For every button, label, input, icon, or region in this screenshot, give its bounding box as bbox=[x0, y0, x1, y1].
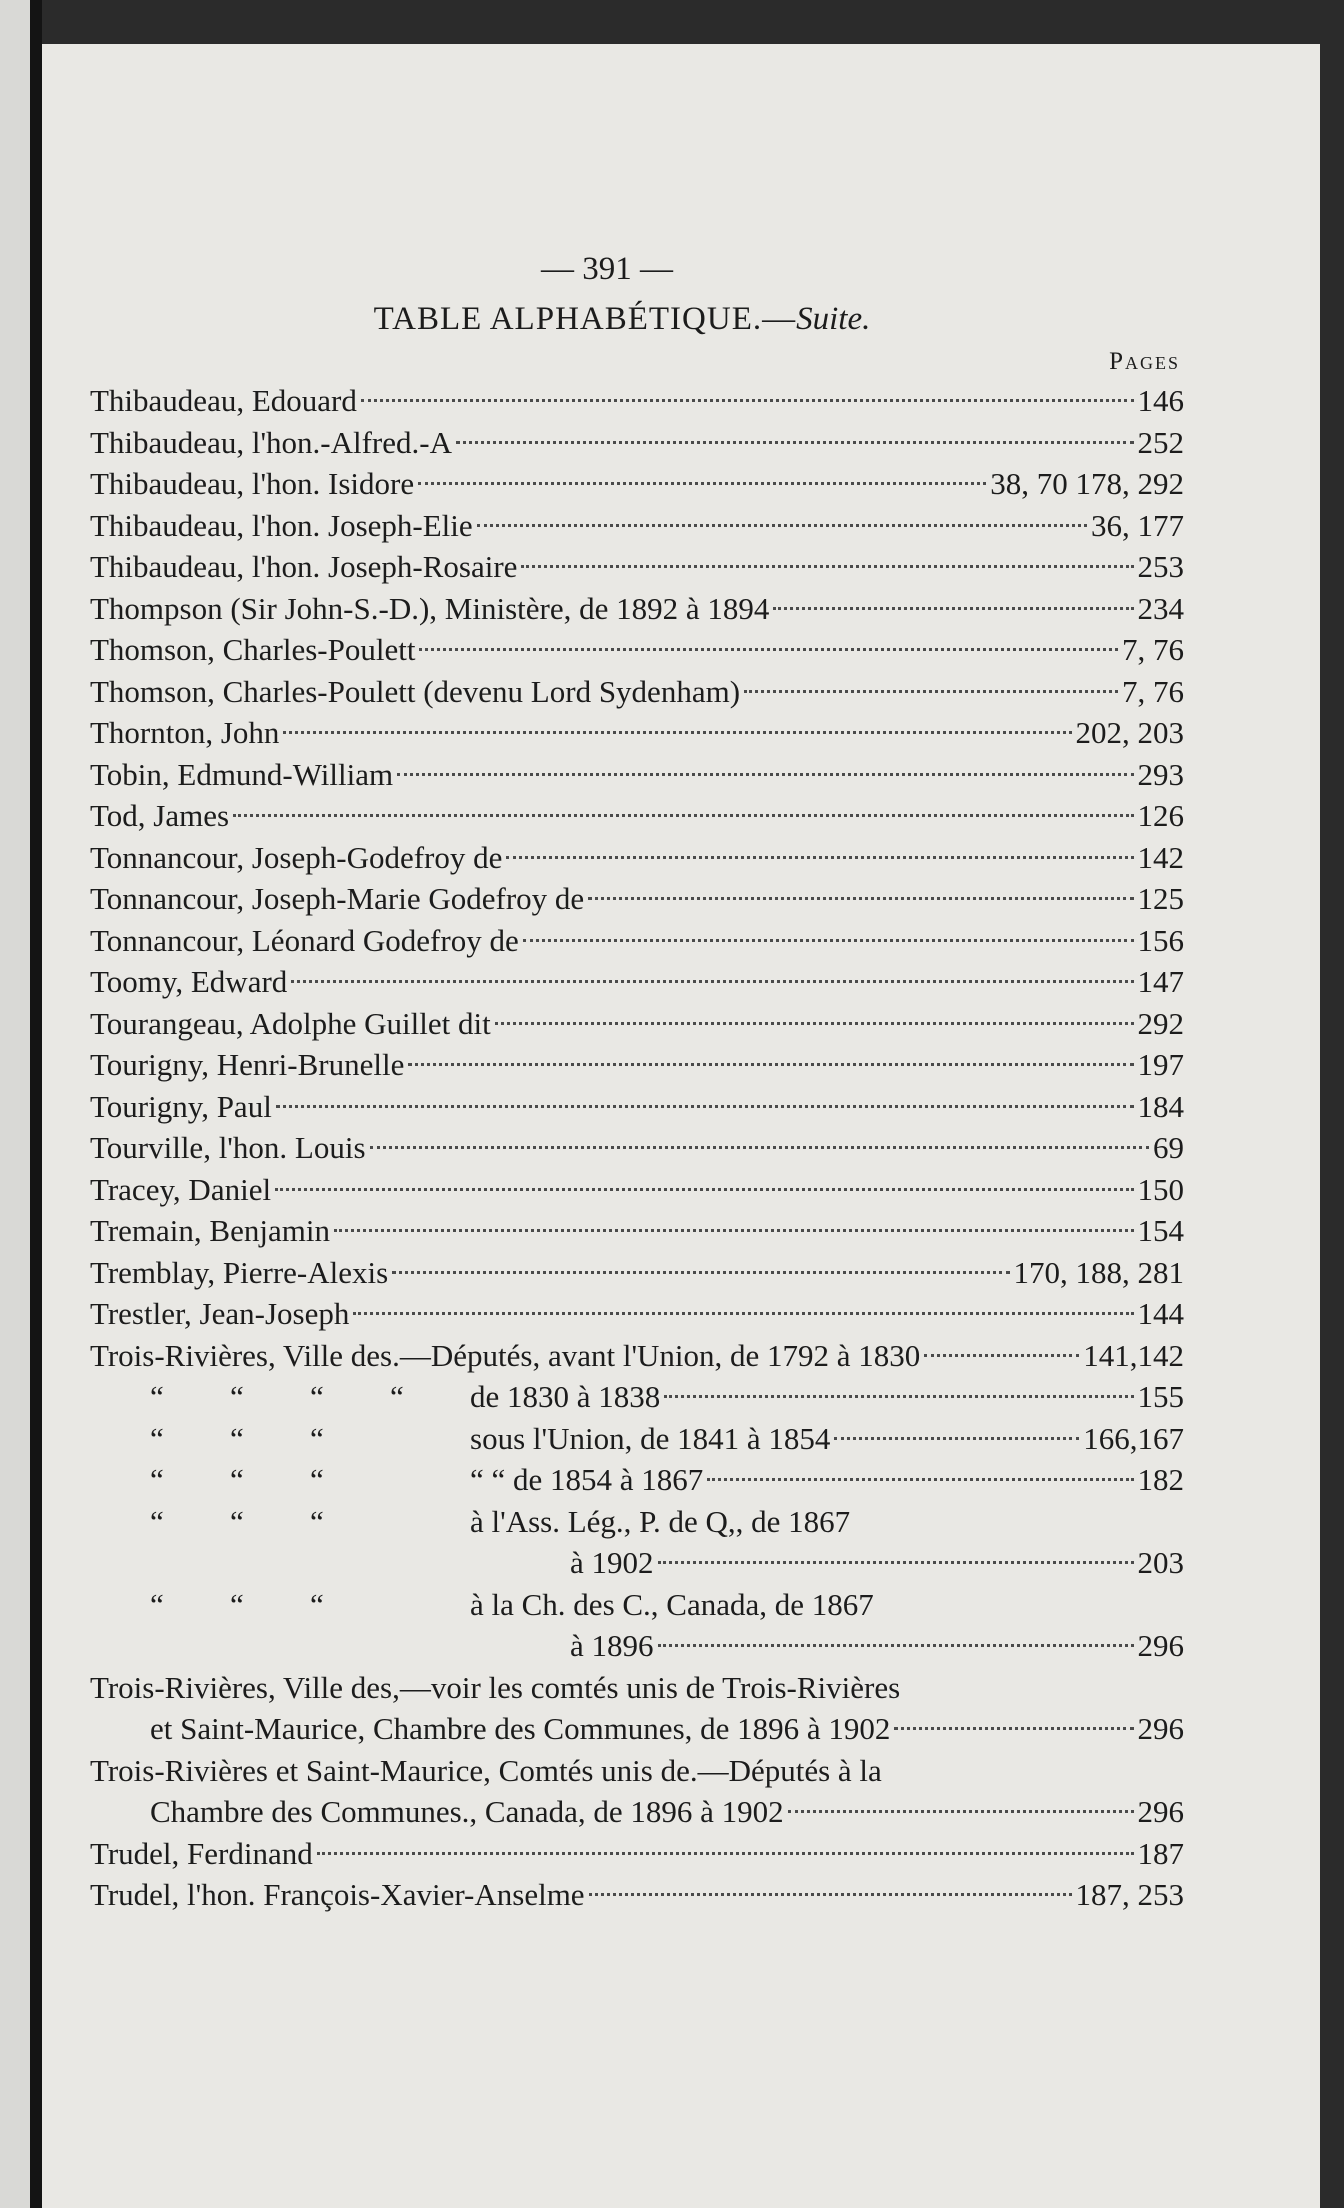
entry-pages: 7, 76 bbox=[1122, 632, 1184, 667]
entry-pages: 203 bbox=[1137, 1545, 1184, 1580]
dot-leader bbox=[334, 1229, 1134, 1232]
dot-leader bbox=[283, 731, 1071, 734]
dot-leader bbox=[456, 441, 1134, 444]
entry-name: Tobin, Edmund-William bbox=[90, 756, 394, 792]
index-entry bbox=[90, 546, 1184, 588]
entry-name: Thornton, John bbox=[90, 715, 280, 750]
ditto-marks: “ “ “ bbox=[150, 1586, 324, 1622]
index-entry bbox=[90, 878, 1184, 920]
entry-name: Tracey, Daniel bbox=[90, 1171, 272, 1207]
dot-leader bbox=[589, 1893, 1072, 1896]
entry-name: Trudel, l'hon. François-Xavier-Anselme bbox=[90, 1877, 585, 1912]
dot-leader bbox=[291, 980, 1133, 983]
entry-name: Thibaudeau, l'hon.-Alfred.-A bbox=[90, 424, 452, 460]
scan-left-edge bbox=[0, 0, 30, 2208]
page-number: — 391 — bbox=[541, 251, 673, 287]
index-entry bbox=[90, 588, 1184, 630]
ditto-marks: “ “ “ bbox=[150, 1503, 324, 1539]
dot-leader bbox=[894, 1727, 1133, 1730]
entry-name: Tourigny, Paul bbox=[90, 1088, 272, 1124]
entry-name: Tourville, l'hon. Louis bbox=[90, 1130, 366, 1165]
entry-pages: 141,142 bbox=[1083, 1337, 1184, 1373]
index-entry bbox=[90, 380, 1184, 422]
cross-reference-entries bbox=[90, 1667, 1184, 1833]
entry-pages: 38, 70 178, 292 bbox=[990, 466, 1184, 501]
index-entries bbox=[90, 380, 1184, 1376]
index-entry bbox=[90, 1874, 1184, 1916]
index-entry bbox=[90, 795, 1184, 837]
index-entry-continuation bbox=[90, 1625, 1184, 1667]
dot-leader bbox=[834, 1437, 1079, 1440]
index-entry bbox=[90, 1376, 1184, 1418]
dot-leader bbox=[773, 607, 1133, 610]
entry-name: Toomy, Edward bbox=[90, 964, 288, 999]
entry-pages: 142 bbox=[1137, 839, 1184, 875]
index-entry bbox=[90, 1293, 1184, 1335]
ditto-marks: “ “ “ bbox=[150, 1462, 324, 1497]
dot-leader bbox=[233, 814, 1133, 817]
index-entry bbox=[90, 1459, 1184, 1501]
page-content bbox=[90, 244, 1184, 1916]
entry-name: Tonnancour, Joseph-Godefroy de bbox=[90, 839, 503, 875]
dot-leader bbox=[276, 1105, 1134, 1108]
entry-line: Trois-Rivières, Ville des,—voir les comtés unis de Trois-Rivières bbox=[90, 1669, 901, 1705]
entry-pages: 187, 253 bbox=[1075, 1877, 1184, 1912]
index-entry bbox=[90, 1791, 1184, 1833]
index-entry bbox=[90, 1501, 1184, 1543]
index-entry bbox=[90, 961, 1184, 1003]
entry-name: Trudel, Ferdinand bbox=[90, 1835, 313, 1871]
dot-leader bbox=[477, 524, 1087, 527]
entry-name: Tourangeau, Adolphe Guillet dit bbox=[90, 1005, 491, 1041]
dot-leader bbox=[924, 1354, 1079, 1357]
index-entry bbox=[90, 1210, 1184, 1252]
entry-pages: 155 bbox=[1137, 1379, 1184, 1414]
entry-line: Trois-Rivières et Saint-Maurice, Comtés unis de.—Députés à la bbox=[90, 1752, 882, 1788]
ditto-marks: “ “ “ bbox=[150, 1420, 324, 1456]
entry-pages: 252 bbox=[1137, 424, 1184, 460]
entry-name: “ “ “ “ de 1830 à 1838 bbox=[90, 1376, 660, 1418]
entry-pages: 234 bbox=[1137, 590, 1184, 626]
index-entry bbox=[90, 1003, 1184, 1045]
dot-leader bbox=[392, 1271, 1009, 1274]
entry-name: à 1902 bbox=[570, 1545, 654, 1580]
dot-leader bbox=[353, 1312, 1133, 1315]
entry-pages: 184 bbox=[1137, 1088, 1184, 1124]
index-entry bbox=[90, 1418, 1184, 1460]
entry-name: Trestler, Jean-Joseph bbox=[90, 1296, 350, 1331]
index-entry bbox=[90, 1252, 1184, 1294]
entry-name: Thibaudeau, l'hon. Isidore bbox=[90, 466, 415, 501]
entry-pages: 150 bbox=[1137, 1171, 1184, 1207]
entry-pages: 170, 188, 281 bbox=[1013, 1254, 1184, 1290]
index-entry bbox=[90, 422, 1184, 464]
entry-pages: 125 bbox=[1137, 881, 1184, 916]
entry-pages: 253 bbox=[1137, 549, 1184, 584]
entry-name: Tonnancour, Joseph-Marie Godefroy de bbox=[90, 881, 585, 916]
entry-name: Tourigny, Henri-Brunelle bbox=[90, 1047, 405, 1082]
entry-pages: 154 bbox=[1137, 1213, 1184, 1248]
dot-leader bbox=[397, 773, 1133, 776]
dot-leader bbox=[744, 690, 1118, 693]
entry-pages: 182 bbox=[1137, 1462, 1184, 1497]
entry-pages: 147 bbox=[1137, 964, 1184, 999]
dot-leader bbox=[506, 856, 1133, 859]
entry-name: Tremain, Benjamin bbox=[90, 1213, 330, 1248]
entry-name: Thomson, Charles-Poulett bbox=[90, 632, 416, 667]
entry-pages: 296 bbox=[1137, 1711, 1184, 1746]
entry-pages: 156 bbox=[1137, 922, 1184, 958]
entry-name: Thibaudeau, l'hon. Joseph-Rosaire bbox=[90, 549, 518, 584]
dot-leader bbox=[361, 399, 1134, 402]
index-entry bbox=[90, 712, 1184, 754]
entry-name: Thompson (Sir John-S.-D.), Ministère, de 1892 à 1894 bbox=[90, 590, 770, 626]
index-entry bbox=[90, 1335, 1184, 1377]
entry-pages: 202, 203 bbox=[1075, 715, 1184, 750]
dot-leader bbox=[664, 1395, 1133, 1398]
entry-pages: 69 bbox=[1153, 1130, 1184, 1165]
entry-pages: 144 bbox=[1137, 1296, 1184, 1331]
entry-name: à 1896 bbox=[570, 1628, 654, 1663]
dot-leader bbox=[658, 1561, 1134, 1564]
trudel-entries bbox=[90, 1833, 1184, 1916]
index-entry bbox=[90, 1127, 1184, 1169]
entry-name: “ “ “ “ “ de 1854 à 1867 bbox=[90, 1459, 703, 1501]
index-entry bbox=[90, 920, 1184, 962]
table-title bbox=[60, 294, 1184, 344]
index-entry bbox=[90, 671, 1184, 713]
entry-pages: 36, 177 bbox=[1091, 507, 1184, 543]
entry-pages: 187 bbox=[1137, 1835, 1184, 1871]
entry-pages: 292 bbox=[1137, 1005, 1184, 1041]
pages-column-header: Pages bbox=[1109, 348, 1180, 375]
index-entry bbox=[90, 837, 1184, 879]
dot-leader bbox=[408, 1063, 1133, 1066]
entry-pages: 126 bbox=[1137, 798, 1184, 833]
entry-name: Trois-Rivières, Ville des.—Députés, avant l'Union, de 1792 à 1830 bbox=[90, 1337, 921, 1373]
table-title-suite: Suite. bbox=[796, 301, 871, 337]
entry-pages: 7, 76 bbox=[1122, 673, 1184, 709]
ditto-entries bbox=[90, 1376, 1184, 1667]
table-title-main: TABLE ALPHABÉTIQUE.— bbox=[373, 301, 797, 337]
entry-pages: 146 bbox=[1137, 383, 1184, 418]
dot-leader bbox=[370, 1146, 1149, 1149]
index-entry bbox=[90, 505, 1184, 547]
entry-pages: 296 bbox=[1137, 1628, 1184, 1663]
index-entry-continuation bbox=[90, 1542, 1184, 1584]
entry-name: Thomson, Charles-Poulett (devenu Lord Sydenham) bbox=[90, 673, 741, 709]
entry-pages: 166,167 bbox=[1083, 1420, 1184, 1456]
dot-leader bbox=[495, 1022, 1134, 1025]
entry-name: à l'Ass. Lég., P. de Q,, de 1867 bbox=[470, 1503, 851, 1539]
dot-leader bbox=[419, 648, 1118, 651]
index-entry bbox=[90, 754, 1184, 796]
entry-name: Tremblay, Pierre-Alexis bbox=[90, 1254, 389, 1290]
book-page bbox=[42, 44, 1320, 2208]
index-entry bbox=[90, 1086, 1184, 1128]
dot-leader bbox=[658, 1644, 1134, 1647]
dot-leader bbox=[788, 1810, 1134, 1813]
index-entry bbox=[90, 1584, 1184, 1626]
index-entry bbox=[90, 629, 1184, 671]
dot-leader bbox=[317, 1852, 1134, 1855]
entry-name: Chambre des Communes., Canada, de 1896 à 1902 bbox=[150, 1794, 784, 1829]
entry-name: Thibaudeau, Edouard bbox=[90, 383, 357, 418]
entry-pages: 197 bbox=[1137, 1047, 1184, 1082]
ditto-marks: “ “ “ “ bbox=[150, 1379, 404, 1414]
entry-pages: 296 bbox=[1137, 1794, 1184, 1829]
entry-name: “ “ “ sous l'Union, de 1841 à 1854 bbox=[90, 1418, 830, 1460]
scan-gutter bbox=[30, 0, 42, 2208]
entry-name: Tod, James bbox=[90, 798, 230, 833]
entry-name: Thibaudeau, l'hon. Joseph-Elie bbox=[90, 507, 473, 543]
dot-leader bbox=[418, 482, 986, 485]
dot-leader bbox=[523, 939, 1134, 942]
index-entry bbox=[90, 1833, 1184, 1875]
dot-leader bbox=[275, 1188, 1133, 1191]
entry-pages: 293 bbox=[1137, 756, 1184, 792]
index-entry bbox=[90, 1169, 1184, 1211]
entry-name: Tonnancour, Léonard Godefroy de bbox=[90, 922, 519, 958]
dot-leader bbox=[707, 1478, 1133, 1481]
index-entry bbox=[90, 463, 1184, 505]
index-entry bbox=[90, 1708, 1184, 1750]
entry-name: à la Ch. des C., Canada, de 1867 bbox=[470, 1586, 874, 1622]
dot-leader bbox=[521, 565, 1133, 568]
index-entry bbox=[90, 1044, 1184, 1086]
entry-name: et Saint-Maurice, Chambre des Communes, de 1896 à 1902 bbox=[150, 1711, 891, 1746]
dot-leader bbox=[588, 897, 1133, 900]
